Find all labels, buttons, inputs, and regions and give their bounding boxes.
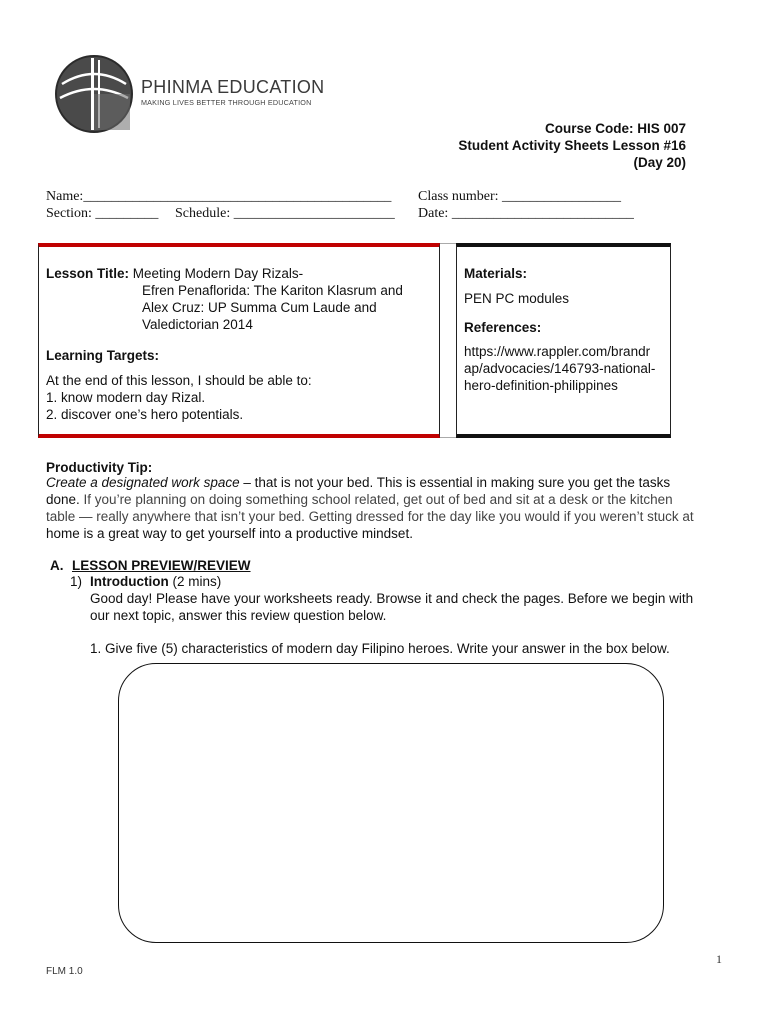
review-question: 1. Give five (5) characteristics of modern day Filipino heroes. Write your answer in the box below. [90, 641, 670, 656]
course-code: Course Code: HIS 007 [544, 121, 686, 136]
productivity-tip-heading: Productivity Tip: [46, 460, 153, 475]
learning-target-item: 2. discover one’s hero potentials. [46, 407, 244, 422]
productivity-tip-line: home is a great way to get yourself into a productive mindset. [46, 526, 413, 541]
materials-value: PEN PC modules [464, 291, 570, 306]
intro-title: Introduction [90, 574, 169, 589]
answer-box[interactable] [118, 663, 664, 943]
tip-text: done. [46, 492, 80, 507]
section-letter: A. [50, 558, 64, 573]
tip-text: – that is not your bed. This is essential in making sure you get the tasks [239, 475, 671, 490]
sheet-title: Student Activity Sheets Lesson #16 [458, 138, 686, 153]
logo-tagline: MAKING LIVES BETTER THROUGH EDUCATION [141, 98, 312, 107]
page-number: 1 [716, 952, 722, 966]
tip-italic-lead: Create a designated work space [46, 475, 240, 490]
section-field[interactable]: Section: _________ [46, 206, 159, 221]
course-header [458, 120, 686, 171]
date-field[interactable]: Date: __________________________ [418, 206, 634, 221]
lesson-title-label: Lesson Title: [46, 266, 130, 281]
section-heading: LESSON PREVIEW/REVIEW [72, 558, 251, 573]
intro-heading-row [90, 573, 221, 590]
schedule-field[interactable]: Schedule: _______________________ [175, 206, 395, 221]
productivity-tip-line [46, 491, 726, 508]
lesson-title-line: Alex Cruz: UP Summa Cum Laude and [142, 300, 377, 315]
phinma-logo-icon [54, 54, 134, 134]
materials-heading: Materials: [464, 266, 528, 281]
tip-text: If you’re planning on doing something school related, get out of bed and sit at a desk or the kitchen [79, 492, 673, 507]
intro-duration: (2 mins) [168, 574, 222, 589]
reference-link-line[interactable]: https://www.rappler.com/brandr [464, 344, 651, 359]
item-number: 1) [70, 574, 83, 589]
productivity-tip-line [46, 474, 726, 491]
lesson-title-line: Efren Penaflorida: The Kariton Klasrum and [142, 283, 403, 298]
lesson-title-row [46, 265, 303, 282]
lesson-title-line: Valedictorian 2014 [142, 317, 253, 332]
references-heading: References: [464, 320, 542, 335]
footer-label: FLM 1.0 [46, 966, 83, 977]
learning-targets-intro: At the end of this lesson, I should be able to: [46, 373, 312, 388]
class-number-field[interactable]: Class number: _________________ [418, 189, 621, 204]
learning-target-item: 1. know modern day Rizal. [46, 390, 206, 405]
intro-text-line: Good day! Please have your worksheets ready. Browse it and check the pages. Before we begin with [90, 591, 694, 606]
name-field[interactable]: Name:____________________________________________ [46, 189, 392, 204]
reference-link-line[interactable]: ap/advocacies/146793-national- [464, 361, 656, 376]
productivity-tip-line: table — really anywhere that isn’t your bed. Getting dressed for the day like you would if you weren’t stuck at [46, 509, 694, 524]
lesson-title-line: Meeting Modern Day Rizals- [132, 266, 304, 281]
reference-link-line[interactable]: hero-definition-philippines [464, 378, 618, 393]
logo-wordmark: PHINMA EDUCATION [141, 77, 325, 97]
day-label: (Day 20) [633, 155, 686, 170]
intro-text-line: our next topic, answer this review question below. [90, 608, 387, 623]
learning-targets-heading: Learning Targets: [46, 348, 160, 363]
box-divider [440, 243, 456, 438]
